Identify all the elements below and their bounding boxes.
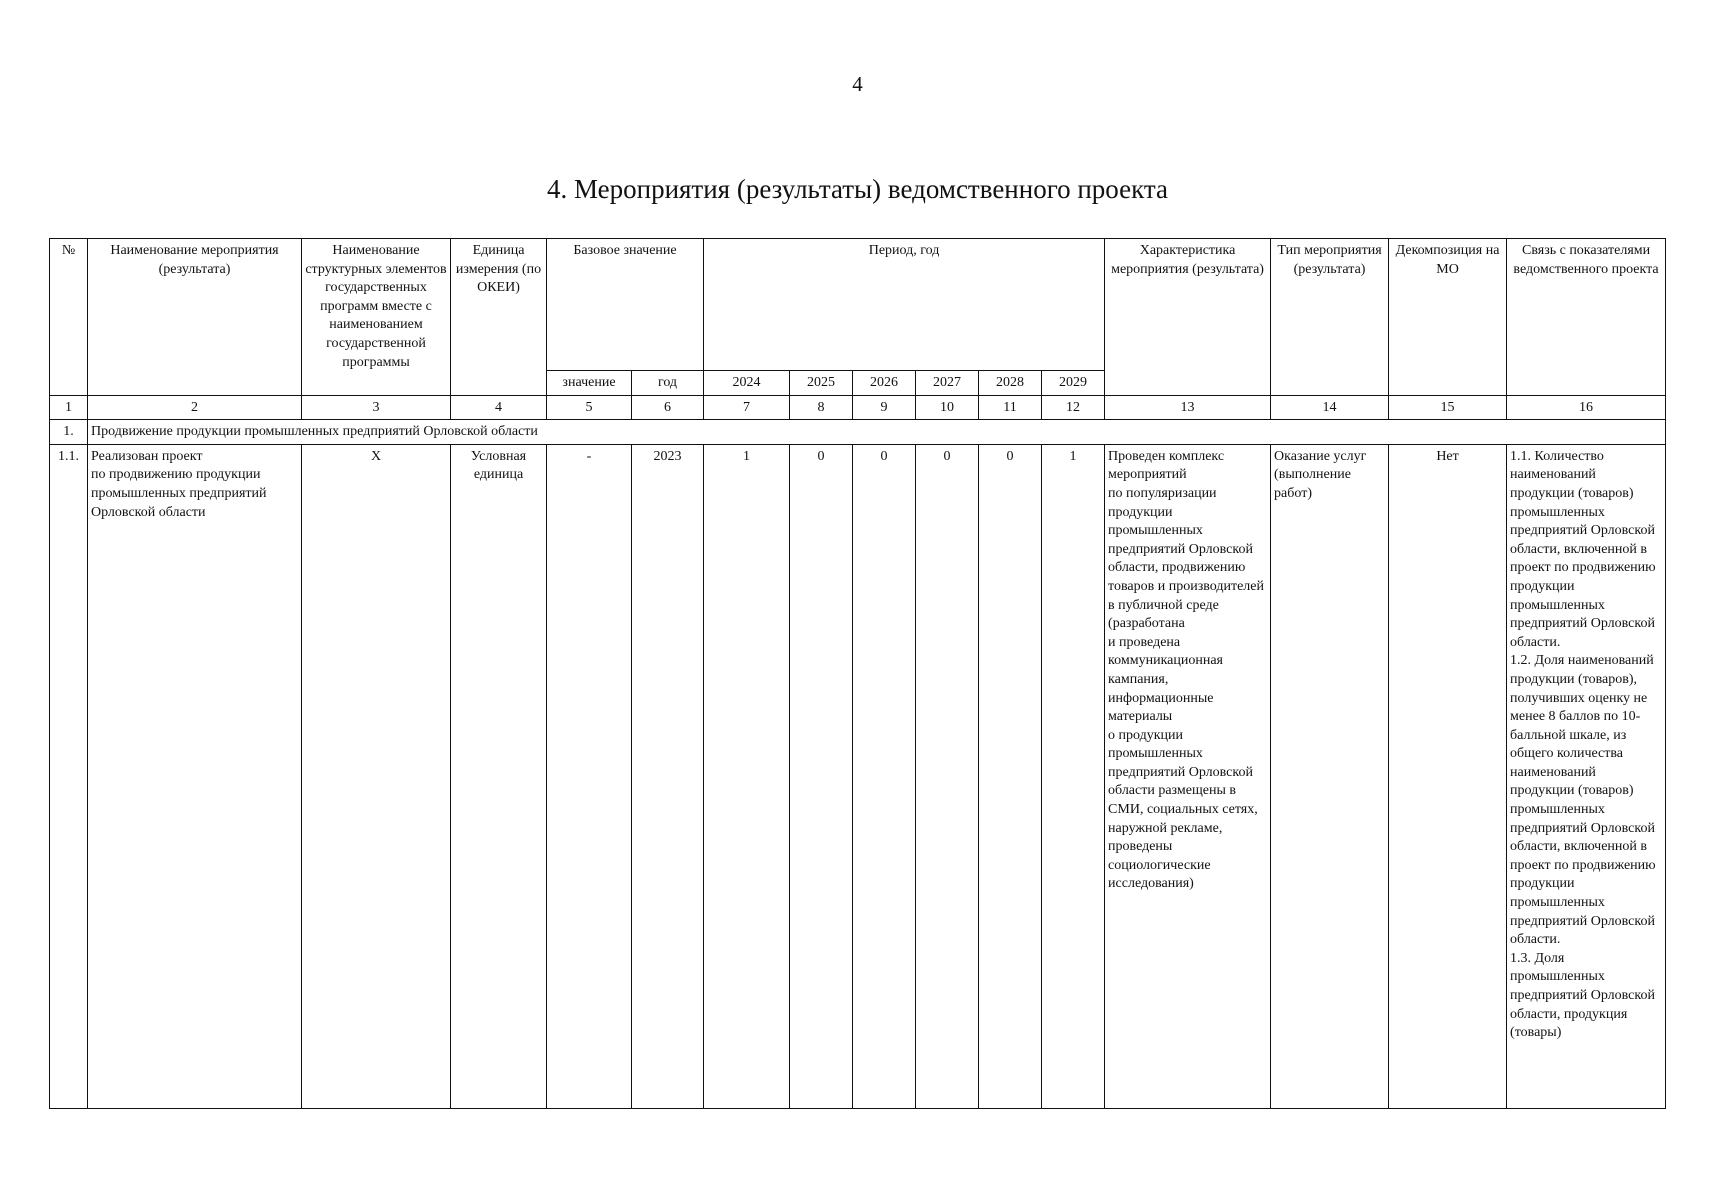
header-characteristic: Характеристика мероприятия (результата) (1105, 239, 1271, 396)
column-number: 15 (1389, 395, 1507, 420)
header-base-year: год (632, 371, 704, 396)
row-value-2027: 0 (916, 444, 979, 1108)
column-number: 13 (1105, 395, 1271, 420)
header-unit: Единица измерения (по ОКЕИ) (451, 239, 547, 396)
row-structural: X (302, 444, 451, 1108)
document-title: 4. Мероприятия (результаты) ведомственного проекта (546, 174, 1168, 204)
column-number: 12 (1042, 395, 1105, 420)
row-decomposition: Нет (1389, 444, 1507, 1108)
section-number: 1. (50, 420, 88, 445)
column-number: 9 (853, 395, 916, 420)
column-number: 3 (302, 395, 451, 420)
header-year: 2028 (979, 371, 1042, 396)
column-number: 2 (88, 395, 302, 420)
events-table (49, 238, 1666, 1109)
section-row (50, 420, 1666, 445)
header-base-value: значение (547, 371, 632, 396)
row-characteristic: Проведен комплекс мероприятий по популяризации продукции промышленных предприятий Орловской области, продвижению товаров и производителей в публичной среде (разработана и проведена коммуникационная кампания, информационные материалы о продукции промышленных предприятий Орловской области размещены в СМИ, социальных сетях, наружной рекламе, проведены социологические исследования) (1105, 444, 1271, 1108)
column-number: 4 (451, 395, 547, 420)
row-link: 1.1. Количество наименований продукции (товаров) промышленных предприятий Орловской области, включенной в проект по продвижению продукции промышленных предприятий Орловской области. 1.2. Доля наименований продукции (товаров), получивших оценку не менее 8 баллов по 10-балльной шкале, из общего количества наименований продукции (товаров) промышленных предприятий Орловской области, включенной в проект по продвижению продукции промышленных предприятий Орловской области. 1.3. Доля промышленных предприятий Орловской области, продукция (товары) (1507, 444, 1666, 1108)
column-number: 7 (704, 395, 790, 420)
header-year: 2026 (853, 371, 916, 396)
row-base-year: 2023 (632, 444, 704, 1108)
header-row (50, 239, 1666, 371)
row-name: Реализован проект по продвижению продукции промышленных предприятий Орловской области (88, 444, 302, 1108)
header-period: Период, год (704, 239, 1105, 371)
column-number: 8 (790, 395, 853, 420)
row-value-2029: 1 (1042, 444, 1105, 1108)
header-decomposition: Декомпозиция на МО (1389, 239, 1507, 396)
row-value-2024: 1 (704, 444, 790, 1108)
column-number: 1 (50, 395, 88, 420)
header-link: Связь с показателями ведомственного проекта (1507, 239, 1666, 396)
column-number: 11 (979, 395, 1042, 420)
row-base-value: - (547, 444, 632, 1108)
header-base: Базовое значение (547, 239, 704, 371)
column-number: 14 (1271, 395, 1389, 420)
header-name: Наименование мероприятия (результата) (88, 239, 302, 396)
row-value-2025: 0 (790, 444, 853, 1108)
column-number: 5 (547, 395, 632, 420)
section-title: Продвижение продукции промышленных предприятий Орловской области (88, 420, 1666, 445)
row-unit: Условная единица (451, 444, 547, 1108)
table-row (50, 444, 1666, 1108)
header-year: 2029 (1042, 371, 1105, 396)
column-number: 16 (1507, 395, 1666, 420)
header-year: 2024 (704, 371, 790, 396)
header-num: № (50, 239, 88, 396)
column-number-row (50, 395, 1666, 420)
column-number: 10 (916, 395, 979, 420)
header-structural: Наименование структурных элементов государственных программ вместе с наименованием государственной программы (302, 239, 451, 396)
header-year: 2025 (790, 371, 853, 396)
column-number: 6 (632, 395, 704, 420)
row-number: 1.1. (50, 444, 88, 1108)
row-value-2026: 0 (853, 444, 916, 1108)
page-number: 4 (852, 72, 863, 96)
row-value-2028: 0 (979, 444, 1042, 1108)
header-type: Тип мероприятия (результата) (1271, 239, 1389, 396)
row-type: Оказание услуг (выполнение работ) (1271, 444, 1389, 1108)
header-year: 2027 (916, 371, 979, 396)
